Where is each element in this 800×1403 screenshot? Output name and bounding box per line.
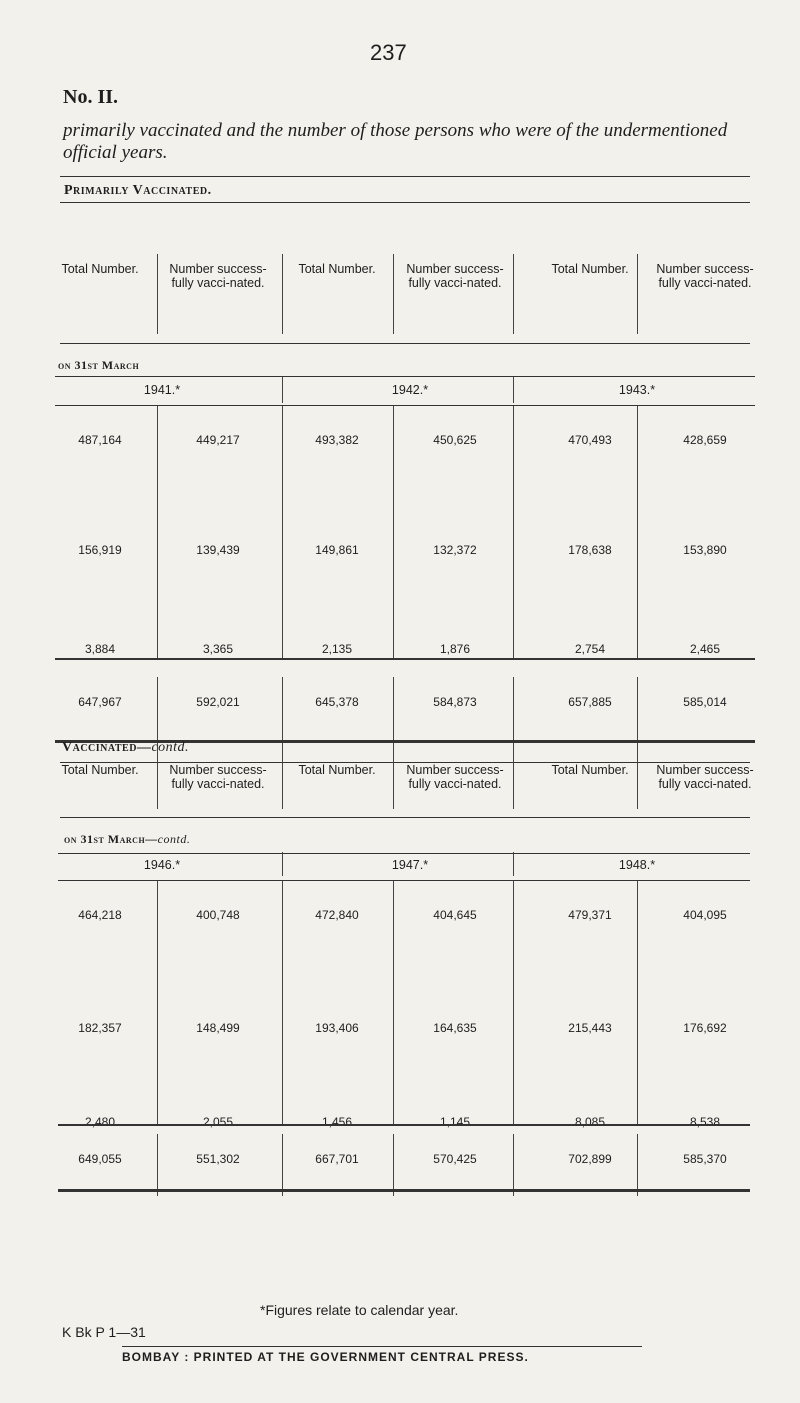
year-divider bbox=[513, 852, 514, 876]
table-cell: 132,372 bbox=[433, 543, 477, 557]
table-cell: 493,382 bbox=[315, 433, 359, 447]
table-cell: 1,876 bbox=[439, 642, 471, 656]
table-cell: 215,443 bbox=[568, 1021, 612, 1035]
table-cell: 149,861 bbox=[315, 543, 359, 557]
total-cell: 649,055 bbox=[78, 1152, 122, 1166]
table-cell: 450,625 bbox=[433, 433, 477, 447]
section-title bbox=[62, 740, 189, 756]
table-cell: 449,217 bbox=[196, 433, 240, 447]
column-header: Number success-fully vacci-nated. bbox=[656, 262, 754, 290]
table-cell: 1,456 bbox=[321, 1115, 353, 1129]
year-header: 1947.* bbox=[391, 858, 429, 872]
total-cell: 647,967 bbox=[78, 695, 122, 709]
column-divider bbox=[393, 1134, 394, 1196]
table-cell: 470,493 bbox=[568, 433, 612, 447]
column-divider bbox=[513, 406, 514, 658]
footnote: *Figures relate to calendar year. bbox=[260, 1302, 459, 1318]
year-divider bbox=[282, 852, 283, 876]
year-header: 1943.* bbox=[618, 383, 656, 397]
column-divider bbox=[393, 406, 394, 658]
table-cell: 2,055 bbox=[202, 1115, 234, 1129]
section-title: Primarily Vaccinated. bbox=[64, 183, 212, 198]
year-header: 1942.* bbox=[391, 383, 429, 397]
column-header: Number success-fully vacci-nated. bbox=[169, 262, 267, 290]
table-caption: primarily vaccinated and the number of those persons who were of the undermentioned official years. bbox=[63, 120, 728, 163]
section-subtitle-text: on 31st March— bbox=[64, 832, 158, 846]
column-header: Total Number. bbox=[551, 262, 629, 276]
year-header: 1941.* bbox=[143, 383, 181, 397]
column-divider bbox=[157, 1134, 158, 1196]
table-cell: 404,645 bbox=[433, 908, 477, 922]
column-header: Total Number. bbox=[298, 763, 376, 777]
table-cell: 3,884 bbox=[84, 642, 116, 656]
rule bbox=[58, 853, 750, 854]
rule bbox=[55, 405, 755, 406]
column-header: Total Number. bbox=[298, 262, 376, 276]
column-header: Number success-fully vacci-nated. bbox=[406, 262, 504, 290]
table-cell: 148,499 bbox=[196, 1021, 240, 1035]
column-divider bbox=[393, 881, 394, 1124]
column-divider bbox=[513, 755, 514, 809]
total-cell: 551,302 bbox=[196, 1152, 240, 1166]
year-header: 1948.* bbox=[618, 858, 656, 872]
section-title-contd: contd. bbox=[151, 740, 190, 755]
column-divider bbox=[157, 254, 158, 334]
table-cell: 164,635 bbox=[433, 1021, 477, 1035]
page-number: 237 bbox=[370, 40, 407, 65]
table-number: No. II. bbox=[63, 86, 119, 108]
total-cell: 570,425 bbox=[433, 1152, 477, 1166]
table-cell: 156,919 bbox=[78, 543, 122, 557]
column-divider bbox=[513, 677, 514, 757]
section-title-text: Vaccinated— bbox=[62, 740, 152, 755]
column-header: Total Number. bbox=[61, 763, 139, 777]
column-divider bbox=[157, 881, 158, 1124]
column-divider bbox=[637, 755, 638, 809]
rule bbox=[60, 202, 750, 203]
section-subtitle-contd: contd. bbox=[157, 832, 191, 846]
rule bbox=[122, 1346, 642, 1347]
total-cell: 584,873 bbox=[433, 695, 477, 709]
table-cell: 428,659 bbox=[683, 433, 727, 447]
table-cell: 472,840 bbox=[315, 908, 359, 922]
rule bbox=[58, 1124, 750, 1126]
column-divider bbox=[393, 254, 394, 334]
total-cell: 702,899 bbox=[568, 1152, 612, 1166]
table-cell: 2,480 bbox=[84, 1115, 116, 1129]
column-divider bbox=[393, 755, 394, 809]
rule bbox=[58, 1189, 750, 1192]
table-cell: 176,692 bbox=[683, 1021, 727, 1035]
table-cell: 2,465 bbox=[689, 642, 721, 656]
year-divider bbox=[282, 377, 283, 403]
column-divider bbox=[637, 677, 638, 757]
total-cell: 585,014 bbox=[683, 695, 727, 709]
total-cell: 592,021 bbox=[196, 695, 240, 709]
rule bbox=[58, 880, 750, 881]
total-cell: 667,701 bbox=[315, 1152, 359, 1166]
rule bbox=[60, 343, 750, 344]
column-divider bbox=[282, 755, 283, 809]
column-divider bbox=[513, 881, 514, 1124]
total-cell: 657,885 bbox=[568, 695, 612, 709]
column-divider bbox=[282, 406, 283, 658]
column-divider bbox=[282, 677, 283, 757]
table-cell: 193,406 bbox=[315, 1021, 359, 1035]
rule bbox=[60, 176, 750, 177]
table-cell: 153,890 bbox=[683, 543, 727, 557]
printer-imprint: BOMBAY : PRINTED AT THE GOVERNMENT CENTRAL PRESS. bbox=[122, 1350, 529, 1364]
year-divider bbox=[513, 377, 514, 403]
print-reference: K Bk P 1—31 bbox=[62, 1324, 146, 1340]
table-cell: 139,439 bbox=[196, 543, 240, 557]
column-divider bbox=[637, 881, 638, 1124]
column-header: Number success-fully vacci-nated. bbox=[656, 763, 754, 791]
table-cell: 400,748 bbox=[196, 908, 240, 922]
column-divider bbox=[637, 406, 638, 658]
column-divider bbox=[282, 254, 283, 334]
rule bbox=[55, 376, 755, 377]
column-header: Number success-fully vacci-nated. bbox=[169, 763, 267, 791]
table-cell: 487,164 bbox=[78, 433, 122, 447]
table-cell: 3,365 bbox=[202, 642, 234, 656]
table-cell: 182,357 bbox=[78, 1021, 122, 1035]
rule bbox=[55, 658, 755, 660]
section-subtitle: on 31st March bbox=[58, 358, 140, 372]
year-header: 1946.* bbox=[143, 858, 181, 872]
table-cell: 2,135 bbox=[321, 642, 353, 656]
table-cell: 1,145 bbox=[439, 1115, 471, 1129]
column-divider bbox=[513, 254, 514, 334]
table-cell: 2,754 bbox=[574, 642, 606, 656]
column-header: Total Number. bbox=[61, 262, 139, 276]
total-cell: 585,370 bbox=[683, 1152, 727, 1166]
table-cell: 464,218 bbox=[78, 908, 122, 922]
table-cell: 8,538 bbox=[689, 1115, 721, 1129]
column-divider bbox=[393, 677, 394, 757]
column-divider bbox=[637, 1134, 638, 1196]
table-cell: 178,638 bbox=[568, 543, 612, 557]
table-cell: 404,095 bbox=[683, 908, 727, 922]
column-divider bbox=[157, 755, 158, 809]
column-divider bbox=[637, 254, 638, 334]
rule bbox=[60, 817, 750, 818]
column-divider bbox=[282, 1134, 283, 1196]
section-subtitle bbox=[64, 832, 190, 847]
table-cell: 8,085 bbox=[574, 1115, 606, 1129]
column-divider bbox=[282, 881, 283, 1124]
column-divider bbox=[513, 1134, 514, 1196]
table-cell: 479,371 bbox=[568, 908, 612, 922]
total-cell: 645,378 bbox=[315, 695, 359, 709]
column-header: Number success-fully vacci-nated. bbox=[406, 763, 504, 791]
column-header: Total Number. bbox=[551, 763, 629, 777]
column-divider bbox=[157, 406, 158, 658]
